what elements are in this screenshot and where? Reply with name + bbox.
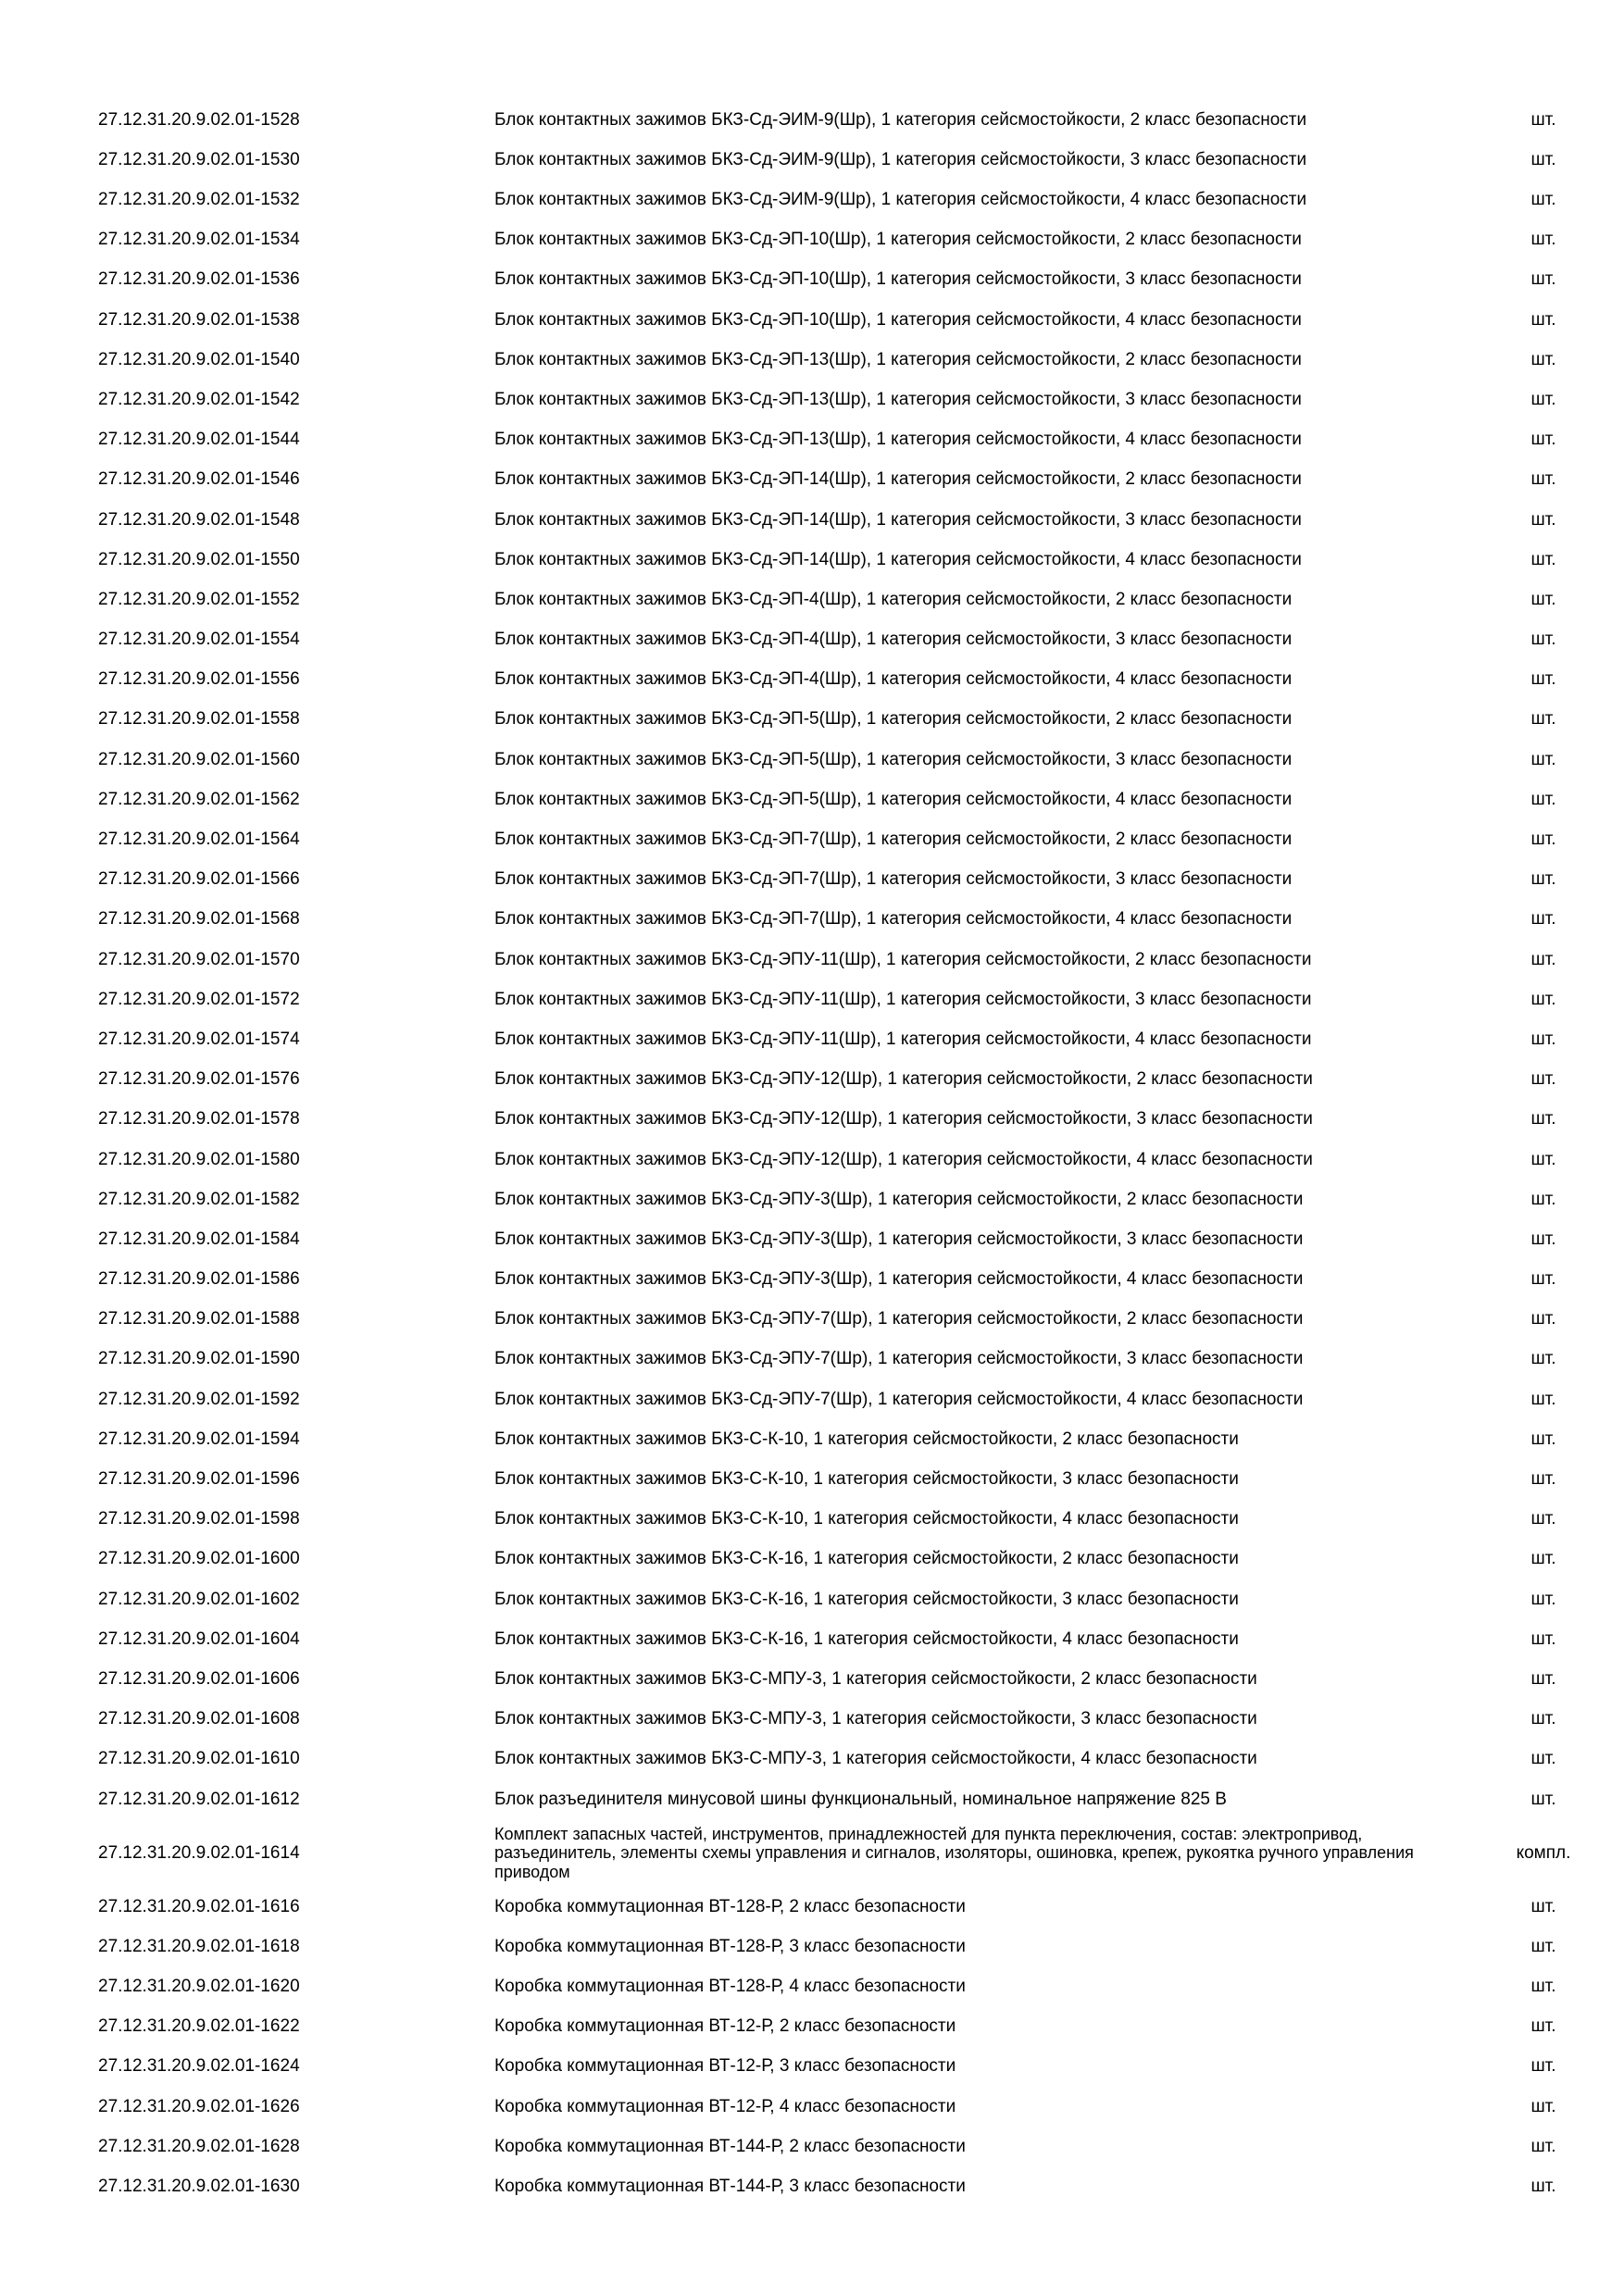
item-name: Блок контактных зажимов БКЗ-С-К-16, 1 категория сейсмостойкости, 2 класс безопасности [494,1549,1239,1569]
item-code: 27.12.31.20.9.02.01-1552 [98,589,300,609]
item-name: Блок контактных зажимов БКЗ-Сд-ЭП-10(Шр), 1 категория сейсмостойкости, 3 класс безопасности [494,269,1302,290]
item-name: Коробка коммутационная ВТ-144-Р, 3 класс безопасности [494,2177,966,2197]
item-unit: шт. [1530,2177,1556,2197]
item-code: 27.12.31.20.9.02.01-1538 [98,309,300,330]
item-name: Блок контактных зажимов БКЗ-Сд-ЭП-7(Шр), 1 категория сейсмостойкости, 4 класс безопасности [494,909,1293,930]
table-row [0,1540,1624,1579]
item-code: 27.12.31.20.9.02.01-1540 [98,349,300,369]
table-row [0,300,1624,340]
table-row [0,580,1624,619]
item-code: 27.12.31.20.9.02.01-1588 [98,1309,300,1329]
item-unit: шт. [1530,1229,1556,1249]
item-code: 27.12.31.20.9.02.01-1594 [98,1429,300,1449]
item-unit: шт. [1530,630,1556,650]
item-unit: шт. [1530,2096,1556,2116]
item-code: 27.12.31.20.9.02.01-1544 [98,430,300,450]
item-code: 27.12.31.20.9.02.01-1602 [98,1589,300,1609]
item-name: Блок контактных зажимов БКЗ-Сд-ЭПУ-12(Шр), 1 категория сейсмостойкости, 2 класс безопасности [494,1069,1313,1090]
item-unit: шт. [1530,1709,1556,1729]
item-unit: шт. [1530,789,1556,809]
item-code: 27.12.31.20.9.02.01-1568 [98,909,300,930]
table-row [0,819,1624,859]
table-row [0,1659,1624,1699]
item-code: 27.12.31.20.9.02.01-1612 [98,1789,300,1809]
item-name: Блок контактных зажимов БКЗ-С-МПУ-3, 1 категория сейсмостойкости, 4 класс безопасности [494,1749,1257,1769]
table-row [0,1740,1624,1779]
table-row [0,2007,1624,2047]
item-unit: шт. [1530,389,1556,409]
item-name: Блок контактных зажимов БКЗ-Сд-ЭИМ-9(Шр), 1 категория сейсмостойкости, 3 класс безопасности [494,149,1307,169]
item-name: Блок контактных зажимов БКЗ-Сд-ЭПУ-7(Шр), 1 категория сейсмостойкости, 2 класс безопасности [494,1309,1304,1329]
item-name: Блок контактных зажимов БКЗ-Сд-ЭПУ-11(Шр), 1 категория сейсмостойкости, 2 класс безопасности [494,949,1312,969]
item-name: Коробка коммутационная ВТ-144-Р, 2 класс безопасности [494,2136,966,2156]
item-name: Блок контактных зажимов БКЗ-Сд-ЭПУ-7(Шр), 1 категория сейсмостойкости, 3 класс безопасности [494,1349,1304,1369]
item-code: 27.12.31.20.9.02.01-1590 [98,1349,300,1369]
item-code: 27.12.31.20.9.02.01-1586 [98,1269,300,1290]
item-unit: шт. [1530,309,1556,330]
item-name: Блок контактных зажимов БКЗ-Сд-ЭП-7(Шр), 1 категория сейсмостойкости, 3 класс безопасности [494,869,1293,890]
item-code: 27.12.31.20.9.02.01-1580 [98,1149,300,1169]
table-row [0,1419,1624,1459]
table-row [0,1579,1624,1619]
item-name: Блок контактных зажимов БКЗ-Сд-ЭП-10(Шр), 1 категория сейсмостойкости, 4 класс безопасности [494,309,1302,330]
item-code: 27.12.31.20.9.02.01-1614 [98,1842,300,1863]
table-row [0,619,1624,659]
item-code: 27.12.31.20.9.02.01-1546 [98,469,300,490]
table-row [0,140,1624,180]
item-name: Блок контактных зажимов БКЗ-Сд-ЭП-5(Шр), 1 категория сейсмостойкости, 3 класс безопасности [494,749,1293,769]
table-row [0,940,1624,980]
item-unit: шт. [1530,349,1556,369]
item-unit: шт. [1530,549,1556,569]
item-code: 27.12.31.20.9.02.01-1604 [98,1628,300,1649]
item-code: 27.12.31.20.9.02.01-1556 [98,669,300,690]
item-code: 27.12.31.20.9.02.01-1596 [98,1469,300,1490]
table-row [0,1459,1624,1499]
table-row [0,1379,1624,1419]
table-row [0,540,1624,580]
item-name: Коробка коммутационная ВТ-12-Р, 3 класс безопасности [494,2056,956,2077]
table-row [0,860,1624,900]
item-code: 27.12.31.20.9.02.01-1608 [98,1709,300,1729]
item-unit: шт. [1530,109,1556,130]
table-row [0,1500,1624,1540]
item-unit: шт. [1530,1389,1556,1409]
item-name: Блок контактных зажимов БКЗ-Сд-ЭП-14(Шр), 1 категория сейсмостойкости, 4 класс безопасности [494,549,1302,569]
item-code: 27.12.31.20.9.02.01-1628 [98,2136,300,2156]
item-code: 27.12.31.20.9.02.01-1570 [98,949,300,969]
item-name: Блок контактных зажимов БКЗ-С-МПУ-3, 1 категория сейсмостойкости, 2 класс безопасности [494,1668,1257,1689]
table-row [0,980,1624,1019]
table-row [0,900,1624,940]
item-code: 27.12.31.20.9.02.01-1618 [98,1936,300,1956]
item-unit: компл. [1516,1842,1571,1863]
item-name: Блок контактных зажимов БКЗ-Сд-ЭПУ-12(Шр), 1 категория сейсмостойкости, 4 класс безопасности [494,1149,1313,1169]
table-row [0,2087,1624,2127]
item-unit: шт. [1530,1269,1556,1290]
item-code: 27.12.31.20.9.02.01-1582 [98,1189,300,1209]
item-code: 27.12.31.20.9.02.01-1536 [98,269,300,290]
item-unit: шт. [1530,1896,1556,1916]
item-code: 27.12.31.20.9.02.01-1530 [98,149,300,169]
table-row [0,1300,1624,1340]
table-row [0,1819,1624,1887]
item-name: Блок контактных зажимов БКЗ-Сд-ЭП-14(Шр), 1 категория сейсмостойкости, 3 класс безопасности [494,509,1302,530]
item-unit: шт. [1530,509,1556,530]
item-code: 27.12.31.20.9.02.01-1630 [98,2177,300,2197]
item-name: Блок контактных зажимов БКЗ-Сд-ЭП-7(Шр), 1 категория сейсмостойкости, 2 класс безопасности [494,830,1293,850]
item-unit: шт. [1530,1789,1556,1809]
item-name: Блок контактных зажимов БКЗ-Сд-ЭПУ-11(Шр), 1 категория сейсмостойкости, 4 класс безопасности [494,1029,1312,1049]
item-name: Блок контактных зажимов БКЗ-С-К-16, 1 категория сейсмостойкости, 4 класс безопасности [494,1628,1239,1649]
item-code: 27.12.31.20.9.02.01-1610 [98,1749,300,1769]
item-name: Коробка коммутационная ВТ-12-Р, 2 класс безопасности [494,2016,956,2037]
item-name: Блок контактных зажимов БКЗ-Сд-ЭПУ-3(Шр), 1 категория сейсмостойкости, 3 класс безопасности [494,1229,1304,1249]
item-name: Коробка коммутационная ВТ-12-Р, 4 класс безопасности [494,2096,956,2116]
item-unit: шт. [1530,1936,1556,1956]
item-name: Блок контактных зажимов БКЗ-Сд-ЭП-4(Шр), 1 категория сейсмостойкости, 4 класс безопасности [494,669,1293,690]
table-row [0,460,1624,500]
item-code: 27.12.31.20.9.02.01-1558 [98,709,300,730]
table-row [0,780,1624,819]
item-code: 27.12.31.20.9.02.01-1624 [98,2056,300,2077]
item-unit: шт. [1530,1509,1556,1529]
table-row [0,740,1624,780]
item-code: 27.12.31.20.9.02.01-1600 [98,1549,300,1569]
item-unit: шт. [1530,869,1556,890]
table-row [0,1060,1624,1100]
item-code: 27.12.31.20.9.02.01-1560 [98,749,300,769]
item-code: 27.12.31.20.9.02.01-1578 [98,1109,300,1129]
item-code: 27.12.31.20.9.02.01-1620 [98,1977,300,1997]
table-row [0,1140,1624,1179]
item-unit: шт. [1530,1429,1556,1449]
item-unit: шт. [1530,1589,1556,1609]
table-row [0,700,1624,740]
item-name: Блок контактных зажимов БКЗ-Сд-ЭПУ-3(Шр), 1 категория сейсмостойкости, 4 класс безопасности [494,1269,1304,1290]
item-unit: шт. [1530,1668,1556,1689]
table-row [0,1619,1624,1659]
item-name: Коробка коммутационная ВТ-128-Р, 4 класс безопасности [494,1977,966,1997]
table-row [0,1100,1624,1140]
item-name: Блок контактных зажимов БКЗ-С-К-10, 1 категория сейсмостойкости, 2 класс безопасности [494,1429,1239,1449]
item-code: 27.12.31.20.9.02.01-1606 [98,1668,300,1689]
item-name: Блок контактных зажимов БКЗ-Сд-ЭП-5(Шр), 1 категория сейсмостойкости, 4 класс безопасности [494,789,1293,809]
table-row [0,1259,1624,1299]
item-unit: шт. [1530,190,1556,210]
item-name: Блок контактных зажимов БКЗ-Сд-ЭП-10(Шр), 1 категория сейсмостойкости, 2 класс безопасности [494,230,1302,250]
item-code: 27.12.31.20.9.02.01-1598 [98,1509,300,1529]
item-code: 27.12.31.20.9.02.01-1532 [98,190,300,210]
item-name: Блок контактных зажимов БКЗ-Сд-ЭП-5(Шр), 1 категория сейсмостойкости, 2 класс безопасности [494,709,1293,730]
item-code: 27.12.31.20.9.02.01-1584 [98,1229,300,1249]
item-name: Коробка коммутационная ВТ-128-Р, 2 класс безопасности [494,1896,966,1916]
item-name: Блок контактных зажимов БКЗ-С-К-10, 1 категория сейсмостойкости, 3 класс безопасности [494,1469,1239,1490]
item-unit: шт. [1530,149,1556,169]
item-unit: шт. [1530,469,1556,490]
table-row [0,1019,1624,1059]
table-row [0,1219,1624,1259]
item-name: Блок контактных зажимов БКЗ-С-МПУ-3, 1 категория сейсмостойкости, 3 класс безопасности [494,1709,1257,1729]
item-name: Блок контактных зажимов БКЗ-Сд-ЭП-13(Шр), 1 категория сейсмостойкости, 3 класс безопасности [494,389,1302,409]
item-code: 27.12.31.20.9.02.01-1576 [98,1069,300,1090]
item-name: Блок контактных зажимов БКЗ-Сд-ЭП-13(Шр), 1 категория сейсмостойкости, 4 класс безопасности [494,430,1302,450]
item-unit: шт. [1530,430,1556,450]
table-row [0,340,1624,380]
item-unit: шт. [1530,2016,1556,2037]
item-unit: шт. [1530,1977,1556,1997]
table-row [0,2047,1624,2087]
item-code: 27.12.31.20.9.02.01-1622 [98,2016,300,2037]
item-unit: шт. [1530,1749,1556,1769]
item-unit: шт. [1530,1029,1556,1049]
item-name: Блок разъединителя минусовой шины функциональный, номинальное напряжение 825 В [494,1789,1227,1809]
item-unit: шт. [1530,1149,1556,1169]
item-code: 27.12.31.20.9.02.01-1574 [98,1029,300,1049]
item-name: Блок контактных зажимов БКЗ-Сд-ЭИМ-9(Шр), 1 категория сейсмостойкости, 4 класс безопасности [494,190,1307,210]
item-code: 27.12.31.20.9.02.01-1542 [98,389,300,409]
table-row [0,100,1624,140]
item-unit: шт. [1530,2136,1556,2156]
table-row [0,1700,1624,1740]
item-unit: шт. [1530,589,1556,609]
item-code: 27.12.31.20.9.02.01-1528 [98,109,300,130]
item-unit: шт. [1530,230,1556,250]
item-name: Блок контактных зажимов БКЗ-Сд-ЭП-14(Шр), 1 категория сейсмостойкости, 2 класс безопасности [494,469,1302,490]
table-row [0,1966,1624,2006]
price-list-table [0,100,1624,2207]
item-name: Коробка коммутационная ВТ-128-Р, 3 класс безопасности [494,1936,966,1956]
table-row [0,380,1624,419]
table-row [0,500,1624,540]
item-name: Блок контактных зажимов БКЗ-Сд-ЭП-4(Шр), 1 категория сейсмостойкости, 2 класс безопасности [494,589,1293,609]
table-row [0,260,1624,300]
item-code: 27.12.31.20.9.02.01-1550 [98,549,300,569]
item-name: Блок контактных зажимов БКЗ-Сд-ЭПУ-11(Шр), 1 категория сейсмостойкости, 3 класс безопасности [494,989,1312,1009]
table-row [0,420,1624,460]
table-row [0,660,1624,700]
item-name: Комплект запасных частей, инструментов, принадлежностей для пункта переключения, состав: электропривод, разъединитель, элементы схемы управления и сигналов, изоляторы, ошиновка, крепеж, рукоятка ручного управления приводом [494,1824,1414,1881]
table-row [0,1340,1624,1379]
item-unit: шт. [1530,1628,1556,1649]
item-name: Блок контактных зажимов БКЗ-С-К-16, 1 категория сейсмостойкости, 3 класс безопасности [494,1589,1239,1609]
item-unit: шт. [1530,709,1556,730]
table-row [0,1179,1624,1219]
item-code: 27.12.31.20.9.02.01-1616 [98,1896,300,1916]
item-name: Блок контактных зажимов БКЗ-Сд-ЭИМ-9(Шр), 1 категория сейсмостойкости, 2 класс безопасности [494,109,1307,130]
item-code: 27.12.31.20.9.02.01-1562 [98,789,300,809]
item-code: 27.12.31.20.9.02.01-1566 [98,869,300,890]
item-unit: шт. [1530,269,1556,290]
item-unit: шт. [1530,949,1556,969]
item-code: 27.12.31.20.9.02.01-1572 [98,989,300,1009]
item-name: Блок контактных зажимов БКЗ-С-К-10, 1 категория сейсмостойкости, 4 класс безопасности [494,1509,1239,1529]
item-unit: шт. [1530,1069,1556,1090]
table-row [0,1927,1624,1966]
item-name: Блок контактных зажимов БКЗ-Сд-ЭПУ-3(Шр), 1 категория сейсмостойкости, 2 класс безопасности [494,1189,1304,1209]
item-unit: шт. [1530,669,1556,690]
item-unit: шт. [1530,1469,1556,1490]
item-name: Блок контактных зажимов БКЗ-Сд-ЭП-4(Шр), 1 категория сейсмостойкости, 3 класс безопасности [494,630,1293,650]
table-row [0,180,1624,219]
item-unit: шт. [1530,749,1556,769]
item-unit: шт. [1530,1549,1556,1569]
item-unit: шт. [1530,1189,1556,1209]
item-unit: шт. [1530,1309,1556,1329]
item-code: 27.12.31.20.9.02.01-1554 [98,630,300,650]
item-code: 27.12.31.20.9.02.01-1592 [98,1389,300,1409]
item-unit: шт. [1530,1349,1556,1369]
table-row [0,1779,1624,1819]
table-row [0,2166,1624,2206]
item-name: Блок контактных зажимов БКЗ-Сд-ЭПУ-7(Шр), 1 категория сейсмостойкости, 4 класс безопасности [494,1389,1304,1409]
item-unit: шт. [1530,2056,1556,2077]
table-row [0,1887,1624,1927]
item-unit: шт. [1530,909,1556,930]
item-name: Блок контактных зажимов БКЗ-Сд-ЭПУ-12(Шр), 1 категория сейсмостойкости, 3 класс безопасности [494,1109,1313,1129]
item-code: 27.12.31.20.9.02.01-1534 [98,230,300,250]
item-name: Блок контактных зажимов БКЗ-Сд-ЭП-13(Шр), 1 категория сейсмостойкости, 2 класс безопасности [494,349,1302,369]
table-row [0,220,1624,260]
item-code: 27.12.31.20.9.02.01-1626 [98,2096,300,2116]
item-unit: шт. [1530,1109,1556,1129]
item-unit: шт. [1530,830,1556,850]
item-code: 27.12.31.20.9.02.01-1564 [98,830,300,850]
item-unit: шт. [1530,989,1556,1009]
table-row [0,2127,1624,2166]
item-code: 27.12.31.20.9.02.01-1548 [98,509,300,530]
